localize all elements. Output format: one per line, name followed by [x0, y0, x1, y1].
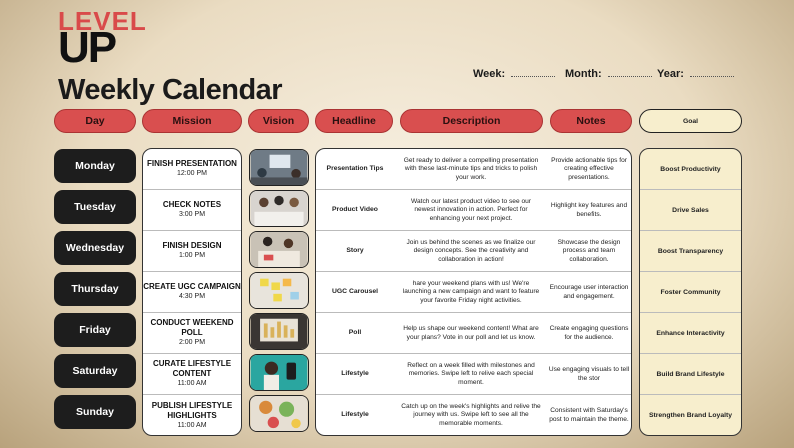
table-row: [316, 395, 631, 436]
headline-cell: Product Video: [332, 206, 378, 214]
logo-up-text: UP: [58, 23, 116, 72]
content-column: [315, 148, 632, 436]
logo-level-text: LEVEL: [58, 6, 147, 36]
day-friday: Friday: [54, 313, 136, 347]
headline-cell: Poll: [348, 329, 362, 337]
goal-cell: Boost Productivity: [640, 149, 741, 190]
mission-cell: [143, 313, 241, 354]
year-field[interactable]: [657, 68, 734, 80]
day-thursday: Thursday: [54, 272, 136, 306]
design-team-photo-icon: [249, 231, 309, 268]
headline-cell: Lifestyle: [341, 411, 369, 419]
headline-cell: Story: [346, 247, 364, 255]
mission-time: 11:00 AM: [177, 421, 207, 429]
week-field[interactable]: [473, 68, 555, 80]
team-meeting-photo-icon: [249, 190, 309, 227]
year-label: Year:: [657, 68, 684, 80]
table-row: [316, 354, 631, 395]
goal-cell: Drive Sales: [640, 190, 741, 231]
description-cell: Reflect on a week filled with milestones and memories. Swipe left to relive each special moment.: [407, 361, 535, 386]
headline-cell: Lifestyle: [341, 370, 369, 378]
description-cell: Watch our latest product video to see our newest innovation in action. Perfect for enhancing your next project.: [411, 197, 531, 222]
mission-cell: [143, 354, 241, 395]
notes-cell: Highlight key features and benefits.: [550, 202, 628, 218]
presentation-photo-icon: [249, 149, 309, 186]
mission-title: CREATE UGC CAMPAIGN: [143, 282, 241, 291]
header-headline: Headline: [315, 109, 393, 133]
food-table-photo-icon: [249, 395, 309, 432]
mission-title: CONDUCT WEEKEND POLL: [150, 318, 234, 337]
day-monday: Monday: [54, 149, 136, 183]
table-row: [316, 231, 631, 272]
page-title: Weekly Calendar: [58, 74, 283, 106]
week-label: Week:: [473, 68, 506, 80]
mission-time: 3:00 PM: [178, 211, 206, 218]
mission-cell: [143, 149, 241, 190]
day-sunday: Sunday: [54, 395, 136, 429]
laptop-chart-photo-icon: [249, 313, 309, 350]
mission-time: 11:00 AM: [177, 380, 207, 387]
header-mission: Mission: [142, 109, 242, 133]
header-vision: Vision: [248, 109, 309, 133]
month-field[interactable]: [565, 68, 652, 80]
notes-cell: Encourage user interaction and engagement.: [549, 284, 629, 300]
mission-time: 12:00 PM: [177, 170, 207, 177]
phone-woman-photo-icon: [249, 354, 309, 391]
header-goal: Goal: [639, 109, 742, 133]
description-cell: Join us behind the scenes as we finalize our design concepts. See the creativity and collaboration in action!: [406, 238, 536, 263]
headline-cell: Presentation Tips: [326, 165, 384, 173]
mission-time: 4:30 PM: [178, 293, 206, 300]
table-row: [316, 313, 631, 354]
notes-cell: Use engaging visuals to tell the stor: [548, 366, 630, 382]
mission-title: CHECK NOTES: [162, 200, 222, 209]
mission-title: CURATE LIFESTYLE CONTENT: [152, 359, 232, 378]
goal-cell: Build Brand Lifestyle: [640, 354, 741, 395]
goal-cell: Enhance Interactivity: [640, 313, 741, 354]
mission-cell: [143, 272, 241, 313]
notes-cell: Provide actionable tips for creating effective presentations.: [551, 156, 627, 181]
goal-cell: Boost Transparency: [640, 231, 741, 272]
description-cell: hare your weekend plans with us! We're launching a new campaign and want to feature your favorite Friday night activities.: [402, 279, 540, 304]
mission-title: FINISH DESIGN: [162, 241, 222, 250]
table-row: [316, 272, 631, 313]
day-wednesday: Wednesday: [54, 231, 136, 265]
mission-cell: [143, 395, 241, 436]
mission-column: [142, 148, 242, 436]
description-cell: Catch up on the week's highlights and relive the journey with us. Swipe left to see all the memorable moments.: [401, 402, 541, 427]
goal-cell: Foster Community: [640, 272, 741, 313]
table-row: [316, 149, 631, 190]
mission-time: 2:00 PM: [178, 339, 206, 346]
notes-cell: Showcase the design process and team collaboration.: [557, 238, 621, 263]
header-notes: Notes: [550, 109, 632, 133]
day-saturday: Saturday: [54, 354, 136, 388]
month-label: Month:: [565, 68, 602, 80]
sticky-notes-photo-icon: [249, 272, 309, 309]
mission-title: PUBLISH LIFESTYLE HIGHLIGHTS: [151, 400, 233, 420]
notes-cell: Consistent with Saturday's post to maintain the theme.: [549, 407, 629, 423]
description-cell: Get ready to deliver a compelling presentation with these last-minute tips and tricks to polish your work.: [403, 156, 539, 181]
goal-cell: Strengthen Brand Loyalty: [648, 412, 733, 419]
mission-cell: [143, 231, 241, 272]
mission-cell: [143, 190, 241, 231]
mission-title: FINISH PRESENTATION: [147, 159, 237, 168]
mission-time: 1:00 PM: [178, 252, 206, 259]
notes-cell: Create engaging questions for the audience.: [549, 325, 629, 341]
day-tuesday: Tuesday: [54, 190, 136, 224]
goal-column: [639, 148, 742, 436]
description-cell: Help us shape our weekend content! What are your plans? Vote in our poll and let us know.: [403, 325, 539, 341]
header-description: Description: [400, 109, 543, 133]
headline-cell: UGC Carousel: [331, 288, 379, 296]
header-day: Day: [54, 109, 136, 133]
table-row: [316, 190, 631, 231]
